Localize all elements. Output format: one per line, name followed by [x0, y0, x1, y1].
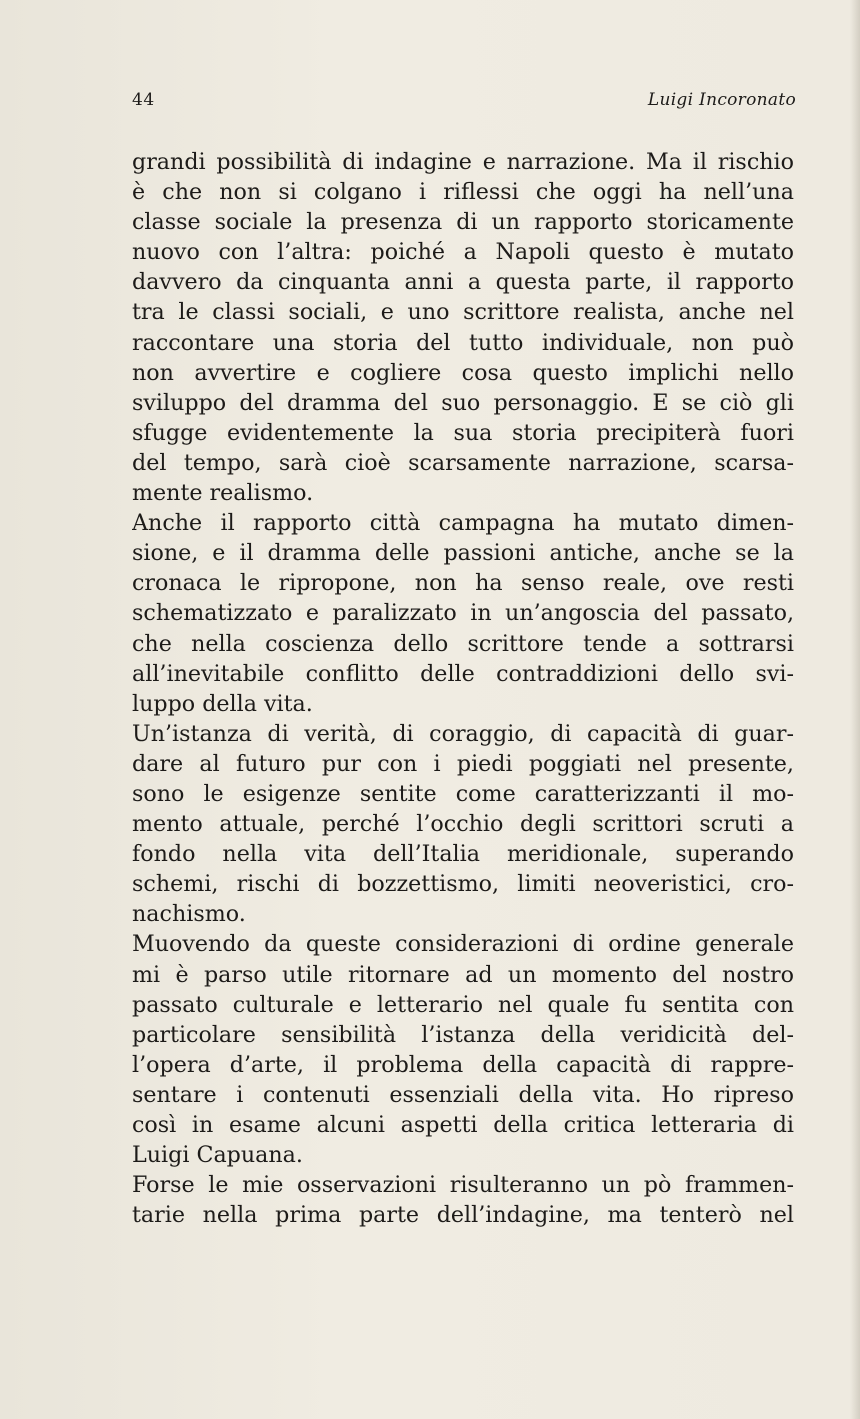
paragraph-end-line: Luigi Capuana. — [132, 1142, 303, 1169]
body-text — [132, 147, 794, 1230]
text-line: mento attuale, perché l’occhio degli scrittori scruti a — [132, 811, 794, 838]
text-line: Forse le mie osservazioni risulteranno un pò frammen- — [132, 1172, 794, 1199]
text-line: che nella coscienza dello scrittore tende a sottrarsi — [132, 630, 794, 657]
text-line: davvero da cinquanta anni a questa parte, il rapporto — [132, 269, 794, 296]
text-line: schematizzato e paralizzato in un’angoscia del passato, — [132, 600, 794, 627]
text-line: Anche il rapporto città campagna ha mutato dimen- — [132, 510, 794, 537]
text-line: raccontare una storia del tutto individuale, non può — [132, 329, 794, 356]
running-head-author: Luigi Incoronato — [647, 90, 796, 110]
text-line: sono le esigenze sentite come caratterizzanti il mo- — [132, 780, 794, 807]
text-line: sentare i contenuti essenziali della vita. Ho ripreso — [132, 1081, 794, 1108]
text-line: l’opera d’arte, il problema della capacità di rappre- — [132, 1051, 794, 1078]
text-line: sione, e il dramma delle passioni antiche, anche se la — [132, 540, 794, 567]
text-line: non avvertire e cogliere cosa questo implichi nello — [132, 359, 794, 386]
text-line: così in esame alcuni aspetti della critica letteraria di — [132, 1112, 794, 1138]
paragraph-end-line: nachismo. — [132, 901, 246, 928]
text-line: particolare sensibilità l’istanza della veridicità del- — [132, 1021, 794, 1048]
text-line: sviluppo del dramma del suo personaggio. E se ciò gli — [132, 389, 794, 416]
text-line: tarie nella prima parte dell’indagine, ma tenterò nel — [132, 1202, 794, 1229]
text-line: mi è parso utile ritornare ad un momento del nostro — [132, 961, 794, 988]
text-line: passato culturale e letterario nel quale fu sentita con — [132, 991, 794, 1018]
text-line: classe sociale la presenza di un rapporto storicamente — [132, 209, 794, 236]
page-number: 44 — [132, 90, 155, 110]
text-line: all’inevitabile conflitto delle contraddizioni dello svi- — [132, 660, 794, 687]
text-line: sfugge evidentemente la sua storia precipiterà fuori — [132, 419, 794, 446]
text-line: Un’istanza di verità, di coraggio, di capacità di guar- — [132, 720, 794, 747]
text-line: fondo nella vita dell’Italia meridionale, superando — [132, 841, 794, 868]
paragraph-end-line: mente realismo. — [132, 480, 314, 507]
text-line: è che non si colgano i riflessi che oggi ha nell’una — [132, 179, 794, 206]
text-line: tra le classi sociali, e uno scrittore realista, anche nel — [132, 299, 794, 326]
paragraph-end-line: luppo della vita. — [132, 690, 313, 717]
text-line: cronaca le ripropone, non ha senso reale, ove resti — [132, 570, 794, 597]
text-line: nuovo con l’altra: poiché a Napoli questo è mutato — [132, 239, 794, 266]
text-line: del tempo, sarà cioè scarsamente narrazione, scarsa- — [132, 449, 794, 476]
text-line: Muovendo da queste considerazioni di ordine generale — [132, 931, 794, 958]
text-line: schemi, rischi di bozzettismo, limiti neoveristici, cro- — [132, 871, 794, 898]
text-line: grandi possibilità di indagine e narrazione. Ma il rischio — [132, 149, 794, 175]
page-edge-shadow — [850, 0, 860, 1419]
text-line: dare al futuro pur con i piedi poggiati nel presente, — [132, 750, 794, 777]
